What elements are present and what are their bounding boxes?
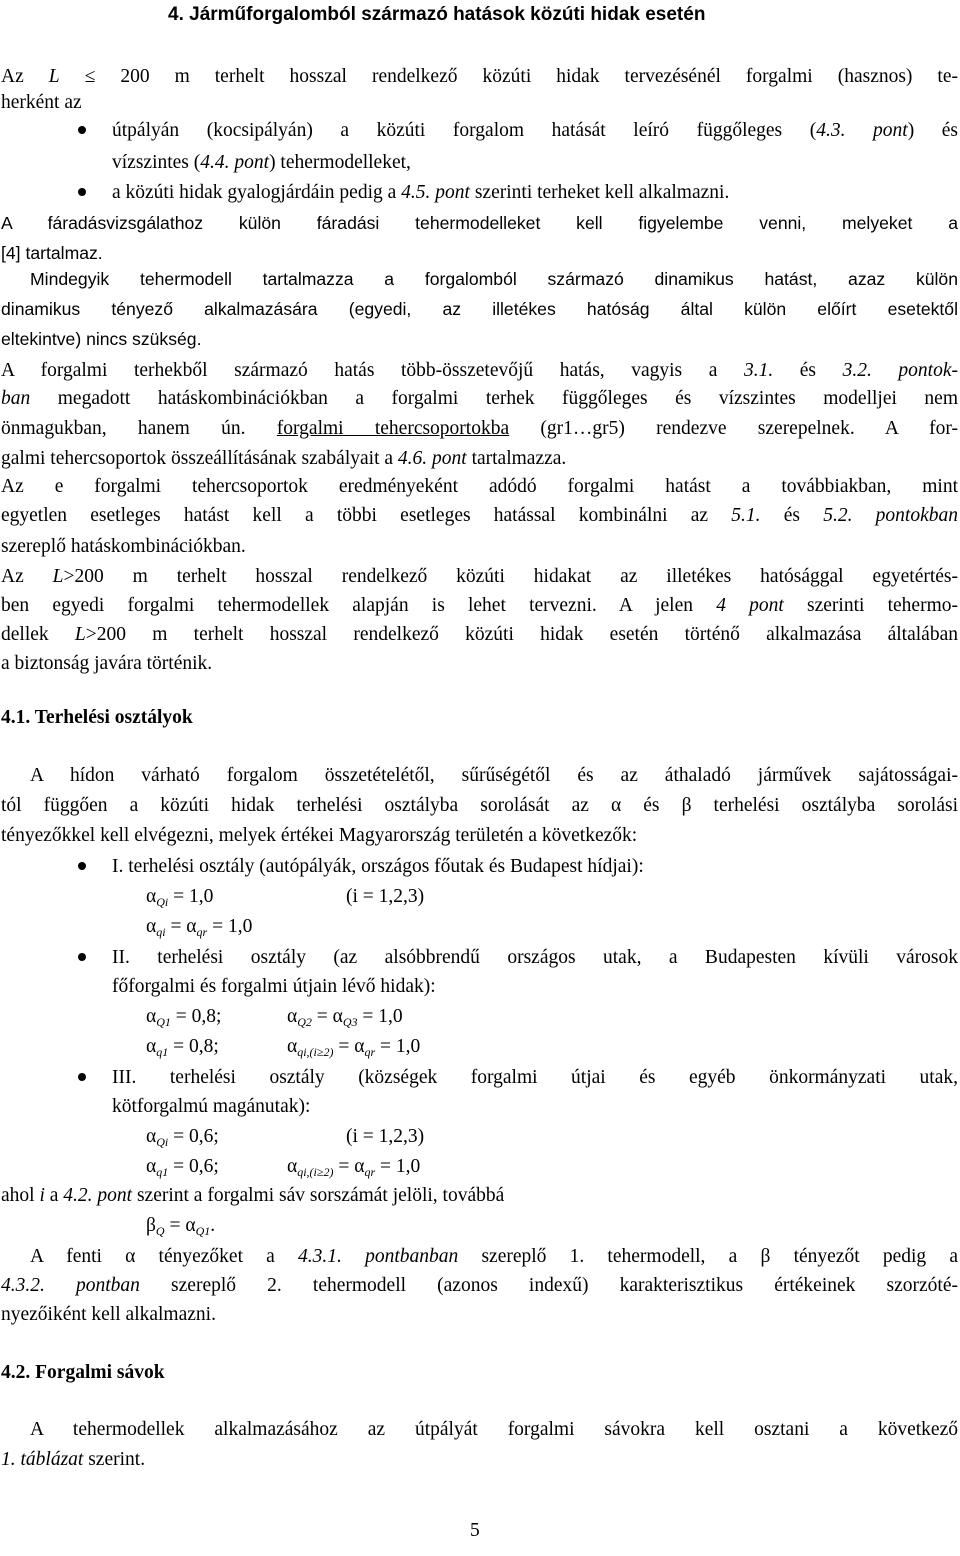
class-2-formula-2b: $\alpha_{qi,(i\ge 2)} = \alpha_{qr} = 1,0$ bbox=[287, 1036, 421, 1059]
bullet-icon bbox=[78, 862, 86, 870]
dyn-line-2: dinamikus tényező alkalmazására (egyedi, az illetékes hatóság által külön előírt esetektől bbox=[1, 299, 958, 319]
p3-line-3: önmagukban, hanem ún. forgalmi tehercsoportokba (gr1…gr5) rendezve szerepelnek. A for- bbox=[1, 418, 958, 439]
p5-line-4: a biztonság javára történik. bbox=[1, 653, 213, 674]
class-3-index-note: (i = 1,2,3) bbox=[346, 1126, 425, 1147]
class-1-formula-1: $\alpha_{Qi} = 1,0$ bbox=[146, 886, 214, 909]
class-1-formula-2: $\alpha_{qi} = \alpha_{qr} = 1,0$ bbox=[146, 916, 253, 939]
sec41-final-line-1: A fenti α tényezőket a 4.3.1. pontbanban szereplő 1. tehermodell, a β tényezőt pedig a bbox=[30, 1246, 958, 1267]
intro-line-1: Az L ≤ 200 m terhelt hosszal rendelkező közúti hidak tervezésénél forgalmi (hasznos) te- bbox=[1, 66, 958, 87]
intro-bullet-1-line-2: vízszintes (4.4. pont) tehermodelleket, bbox=[112, 152, 411, 173]
p5-line-1: Az L>200 m terhelt hosszal rendelkező közúti hidakat az illetékes hatósággal egyetértés- bbox=[1, 566, 958, 587]
beta-formula: $\beta_Q = \alpha_{Q1}$. bbox=[146, 1215, 216, 1238]
page-number: 5 bbox=[470, 1520, 480, 1541]
p4-line-3: szereplő hatáskombinációkban. bbox=[1, 536, 246, 557]
class-2-formula-2a: $\alpha_{q1} = 0,8$; bbox=[146, 1036, 219, 1059]
sec41-final-line-3: nyezőiként kell alkalmazni. bbox=[1, 1304, 216, 1325]
sec41-line-3: tényezőkkel kell elvégezni, melyek értékei Magyarország területén a következők: bbox=[1, 825, 638, 846]
sec41-line-2: tól függően a közúti hidak terhelési osztályba sorolását az α és β terhelési osztályba sorolási bbox=[1, 795, 958, 816]
class-3-formula-2b: $\alpha_{qi,(i\ge 2)} = \alpha_{qr} = 1,0$ bbox=[287, 1156, 421, 1179]
class-2-label-line-1: II. terhelési osztály (az alsóbbrendű országos utak, a Budapesten kívüli városok bbox=[112, 947, 958, 968]
p3-line-4: galmi tehercsoportok összeállításának szabályait a 4.6. pont tartalmazza. bbox=[1, 448, 567, 469]
p4-line-2: egyetlen esetleges hatást kell a többi esetleges hatással kombinálni az 5.1. és 5.2. pontokban bbox=[1, 505, 958, 526]
bullet-icon bbox=[78, 126, 86, 134]
bullet-icon bbox=[78, 1073, 86, 1081]
p3-line-1: A forgalmi terhekből származó hatás több-összetevőjű hatás, vagyis a 3.1. és 3.2. pontok- bbox=[1, 360, 958, 381]
section-4-1-title: 4.1. Terhelési osztályok bbox=[1, 707, 193, 728]
sec42-line-1: A tehermodellek alkalmazásához az útpályát forgalmi sávokra kell osztani a következő bbox=[30, 1419, 958, 1440]
class-3-formula-2a: $\alpha_{q1} = 0,6$; bbox=[146, 1156, 219, 1179]
sec41-line-1: A hídon várható forgalom összetételétől, sűrűségétől és az áthaladó járművek sajátosságai- bbox=[30, 765, 958, 786]
class-2-formula-1a: $\alpha_{Q1} = 0,8$; bbox=[146, 1006, 222, 1029]
dyn-line-1: Mindegyik tehermodell tartalmazza a forgalomból származó dinamikus hatást, azaz külön bbox=[30, 269, 958, 289]
intro-bullet-1-line-1: útpályán (kocsipályán) a közúti forgalom hatását leíró függőleges (4.3. pont) és bbox=[112, 120, 958, 141]
sec42-line-2: 1. táblázat szerint. bbox=[1, 1449, 146, 1470]
page-heading: 4. Járműforgalomból származó hatások közúti hidak esetén bbox=[168, 4, 706, 25]
intro-line-2: herként az bbox=[1, 92, 82, 113]
class-2-formula-1b: $\alpha_{Q2} = \alpha_{Q3} = 1,0$ bbox=[287, 1006, 403, 1029]
section-4-2-title: 4.2. Forgalmi sávok bbox=[1, 1362, 165, 1383]
class-1-label: I. terhelési osztály (autópályák, országos főutak és Budapest hídjai): bbox=[112, 856, 644, 877]
class-1-index-note: (i = 1,2,3) bbox=[346, 886, 425, 907]
class-3-label-line-2: kötforgalmú magánutak): bbox=[112, 1096, 311, 1117]
p4-line-1: Az e forgalmi tehercsoportok eredményeként adódó forgalmi hatást a továbbiakban, mint bbox=[1, 476, 958, 497]
sec41-final-line-2: 4.3.2. pontban szereplő 2. tehermodell (azonos indexű) karakterisztikus értékeinek szorzóté- bbox=[1, 1275, 958, 1296]
p5-line-3: dellek L>200 m terhelt hosszal rendelkező közúti hidak esetén történő alkalmazása általában bbox=[1, 624, 958, 645]
fatigue-line-1: A fáradásvizsgálathoz külön fáradási tehermodelleket kell figyelembe venni, melyeket a bbox=[1, 213, 958, 233]
class-3-label-line-1: III. terhelési osztály (községek forgalmi útjai és egyéb önkormányzati utak, bbox=[112, 1067, 958, 1088]
class-3-formula-1: $\alpha_{Qi} = 0,6$; bbox=[146, 1126, 219, 1149]
bullet-icon bbox=[78, 953, 86, 961]
fatigue-line-2: [4] tartalmaz. bbox=[1, 243, 103, 263]
p5-line-2: ben egyedi forgalmi tehermodellek alapján is lehet tervezni. A jelen 4 pont szerinti tehermo- bbox=[1, 595, 958, 616]
bullet-icon bbox=[78, 188, 86, 196]
intro-bullet-2: a közúti hidak gyalogjárdáin pedig a 4.5. pont szerinti terheket kell alkalmazni. bbox=[112, 182, 730, 203]
lane-index-note: ahol i a 4.2. pont szerint a forgalmi sáv sorszámát jelöli, továbbá bbox=[1, 1185, 505, 1206]
dyn-line-3: eltekintve) nincs szükség. bbox=[1, 329, 202, 349]
class-2-label-line-2: főforgalmi és forgalmi útjain lévő hidak): bbox=[112, 976, 436, 997]
p3-line-2: ban megadott hatáskombinációkban a forgalmi terhek függőleges és vízszintes modelljei nem bbox=[1, 388, 958, 409]
